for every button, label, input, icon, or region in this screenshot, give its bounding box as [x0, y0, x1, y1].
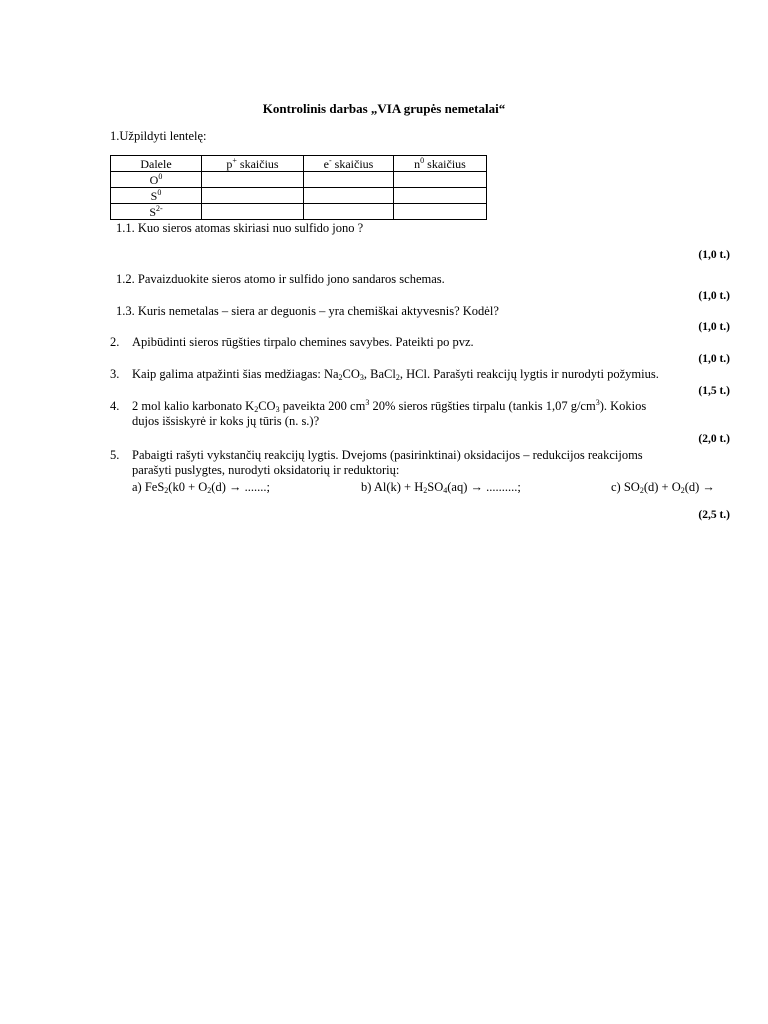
- particle-cell: $S^0$: [111, 188, 202, 204]
- question-3: Kaip galima atpažinti šias medžiagas: $Na_2CO_3$, BaCl$_2$, HCl. Parašyti reakcijų lygtis ir nurodyti požymius.: [132, 367, 659, 382]
- header-protons: p+ skaičius: [202, 156, 304, 172]
- header-neutrons: $n^0$ skaičius: [394, 156, 487, 172]
- question-4-number: 4.: [110, 399, 120, 413]
- question-4-line-2: dujos išsiskyrė ir koks jų tūris (n. s.)?: [132, 414, 320, 428]
- table-header-row: [111, 156, 487, 172]
- question-1-1: 1.1. Kuo sieros atomas skiriasi nuo sulfido jono ?: [116, 221, 364, 235]
- empty-cell[interactable]: [304, 172, 394, 188]
- question-1-2: 1.2. Pavaizduokite sieros atomo ir sulfido jono sandaros schemas.: [116, 272, 445, 286]
- particle-cell: $S^{2-}$: [111, 204, 202, 220]
- reaction-c: c) $SO_2(d) + O_2(d)$ →: [611, 480, 715, 495]
- points-3: (1,5 t.): [698, 385, 730, 397]
- question-1-3: 1.3. Kuris nemetalas – siera ar deguonis – yra chemiškai aktyvesnis? Kodėl?: [116, 304, 499, 318]
- question-4-line-1: 2 mol kalio karbonato $K_2CO_3$ paveikta 200 $cm^3$ 20% sieros rūgšties tirpalu (tankis 1,07 $g/cm^3$). Kokios: [132, 398, 647, 414]
- empty-cell[interactable]: [202, 204, 304, 220]
- particle-table: [110, 155, 487, 220]
- points-5: (2,5 t.): [698, 509, 730, 521]
- reaction-b: b) $Al(k) + H_2SO_4(aq)$ → ..........;: [361, 480, 521, 495]
- particle-cell: $O^0$: [111, 172, 202, 188]
- document-title: Kontrolinis darbas „VIA grupės nemetalai“: [262, 101, 506, 116]
- question-5-line-1: Pabaigti rašyti vykstančių reakcijų lygtis. Dvejoms (pasirinktinai) oksidacijos – redukcijos reakcijoms: [132, 448, 643, 462]
- empty-cell[interactable]: [202, 188, 304, 204]
- task-1-intro: 1.Užpildyti lentelę:: [110, 129, 207, 143]
- empty-cell[interactable]: [304, 204, 394, 220]
- question-5-line-2: parašyti puslygtes, nurodyti oksidatorių ir reduktorių:: [132, 463, 400, 477]
- header-dalele: Dalele: [111, 156, 202, 172]
- points-2: (1,0 t.): [698, 353, 730, 365]
- empty-cell[interactable]: [394, 188, 487, 204]
- empty-cell[interactable]: [394, 172, 487, 188]
- header-electrons: e- skaičius: [304, 156, 394, 172]
- table-row: [111, 188, 487, 204]
- question-5-number: 5.: [110, 448, 120, 462]
- question-2-number: 2.: [110, 335, 120, 349]
- question-2: Apibūdinti sieros rūgšties tirpalo chemines savybes. Pateikti po pvz.: [132, 335, 474, 349]
- table-row: [111, 172, 487, 188]
- points-1-1: (1,0 t.): [698, 249, 730, 261]
- points-1-3: (1,0 t.): [698, 321, 730, 333]
- table-row: [111, 204, 487, 220]
- empty-cell[interactable]: [304, 188, 394, 204]
- points-4: (2,0 t.): [698, 433, 730, 445]
- points-1-2: (1,0 t.): [698, 290, 730, 302]
- reaction-a: a) $FeS_2(k0 + O_2(d)$ → .......;: [132, 480, 270, 495]
- empty-cell[interactable]: [202, 172, 304, 188]
- empty-cell[interactable]: [394, 204, 487, 220]
- question-3-number: 3.: [110, 367, 120, 381]
